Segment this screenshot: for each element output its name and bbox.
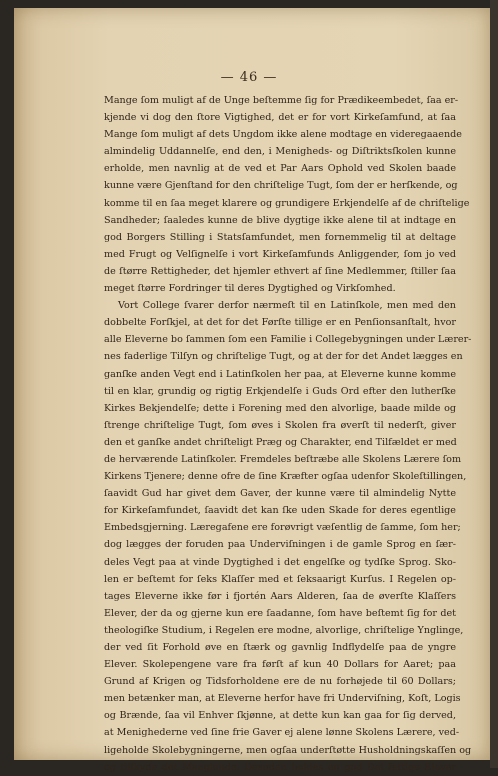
text-line: ſtrenge chriſtelige Tugt, ſom øves i Skolen fra øverſt til nederſt, giver (104, 419, 456, 431)
text-line: men betænker man, at Eleverne herfor have fri Underviſning, Koſt, Logis (104, 693, 461, 705)
text-line: Elever, der da og gjerne kun ere ſaadanne, ſom have beſtemt ſig for det (104, 607, 456, 619)
text-line: den et ganſke andet chriſteligt Præg og Charakter, end Tilfældet er med (104, 436, 457, 448)
text-line: alle Eleverne bo ſammen ſom een Familie i Collegebygningen under Lærer- (104, 334, 472, 346)
text-line: med Frugt og Velſignelſe i vort Kirkeſamfunds Anliggender, ſom jo ved (104, 248, 456, 260)
text-line: og Brænde, ſaa vil Enhver ſkjønne, at dette kun kan gaa for ſig derved, (104, 710, 456, 722)
text-line: deles Vegt paa at vinde Dygtighed i det engelſke og tydſke Sprog. Sko- (104, 556, 456, 568)
text-line: theologiſke Studium, i Regelen ere modne, alvorlige, chriſtelige Ynglinge, (104, 624, 464, 636)
text-line: ligeholde Skolebygningerne, men ogſaa underſtøtte Husholdningskaſſen og (104, 744, 472, 756)
text-line: komme til en ſaa meget klarere og grundigere Erkjendelſe af de chriſtelige (104, 197, 470, 209)
text-line: dog lægges der foruden paa Underviſningen i de gamle Sprog en ſær- (104, 539, 456, 551)
text-line: Vort College ſvarer derfor nærmeſt til en Latinſkole, men med den (118, 300, 456, 312)
text-line: kunne være Gjenſtand for den chriſtelige Tugt, ſom der er herſkende, og (104, 180, 458, 192)
text-line: Kirkens Tjenere; denne ofre de ſine Kræfter ogſaa udenfor Skoleſtillingen, (104, 471, 467, 483)
text-line: Embedsgjerning. Læregafene ere forøvrigt væſentlig de ſamme, ſom her; (104, 522, 461, 534)
text-line: Sandheder; ſaaledes kunne de blive dygtige ikke alene til at indtage en (104, 214, 456, 226)
text-line: god Borgers Stilling i Statsſamfundet, men fornemmelig til at deltage (104, 231, 456, 243)
text-line: tages Eleverne ikke før i fjortén Aars Alderen, ſaa de øverſte Klaſſers (104, 590, 456, 602)
page-number: — 46 — (220, 70, 278, 85)
text-line: de herværende Latinſkoler. Fremdeles beſtræbe alle Skolens Lærere ſom (104, 453, 462, 465)
text-line: Grund af Krigen og Tidsforholdene ere de nu forhøjede til 60 Dollars; (104, 676, 456, 688)
text-line: kjende vi dog den ſtore Vigtighed, det er for vort Kirkeſamfund, at ſaa (104, 112, 456, 124)
text-line: erholde, men navnlig at de ved et Par Aars Ophold ved Skolen baade (104, 163, 456, 175)
text-line: len er beſtemt for ſeks Klaſſer med et ſeksaarigt Kurſus. I Regelen op- (104, 573, 456, 585)
text-line: for Kirkeſamfundet, ſaavidt det kan ſke uden Skade for deres egentlige (104, 505, 456, 517)
text-line: ganſke anden Vegt end i Latinſkolen her paa, at Eleverne kunne komme (104, 368, 456, 380)
text-line: til en klar, grundig og rigtig Erkjendelſe i Guds Ord efter den lutherſke (104, 385, 456, 397)
scan-border (490, 0, 498, 768)
text-line: de ſtørre Rettigheder, det hjemler ethvert af ſine Medlemmer, ſtiller ſaa (104, 265, 456, 277)
text-line: der ved ſit Forhold øve en ſtærk og gavnlig Indflydelſe paa de yngre (104, 642, 456, 653)
text-line: Mange ſom muligt af de Unge beſtemme ſig for Prædikeembedet, ſaa er- (104, 95, 459, 106)
text-line: Kirkes Bekjendelſe; dette i Forening med den alvorlige, baade milde og (104, 402, 456, 414)
text-line: ſaavidt Gud har givet dem Gaver, der kunne være til almindelig Nytte (104, 488, 456, 500)
text-line: og tilſkyde det Manglende. Desuden holdes en god Del fattige Elever (104, 761, 456, 773)
text-line: meget ſtørre Fordringer til deres Dygtighed og Virkſomhed. (104, 283, 396, 295)
text-line: nes faderlige Tilſyn og chriſtelige Tugt, og at der for det Andet lægges en (104, 351, 463, 363)
text-line: at Menighederne ved ſine frie Gaver ej alene lønne Skolens Lærere, ved- (104, 727, 460, 739)
body-text (104, 92, 472, 776)
text-line: Elever. Skolepengene vare fra førſt af kun 40 Dollars for Aaret; paa (104, 659, 456, 671)
text-line: dobbelte Forſkjel, at det for det Førſte tillige er en Penſionsanſtalt, hvor (104, 317, 456, 329)
text-line: Mange ſom muligt af dets Ungdom ikke alene modtage en videregaaende (104, 129, 462, 141)
text-line: almindelig Uddannelſe, end den, i Menigheds- og Diſtriktsſkolen kunne (104, 146, 456, 158)
